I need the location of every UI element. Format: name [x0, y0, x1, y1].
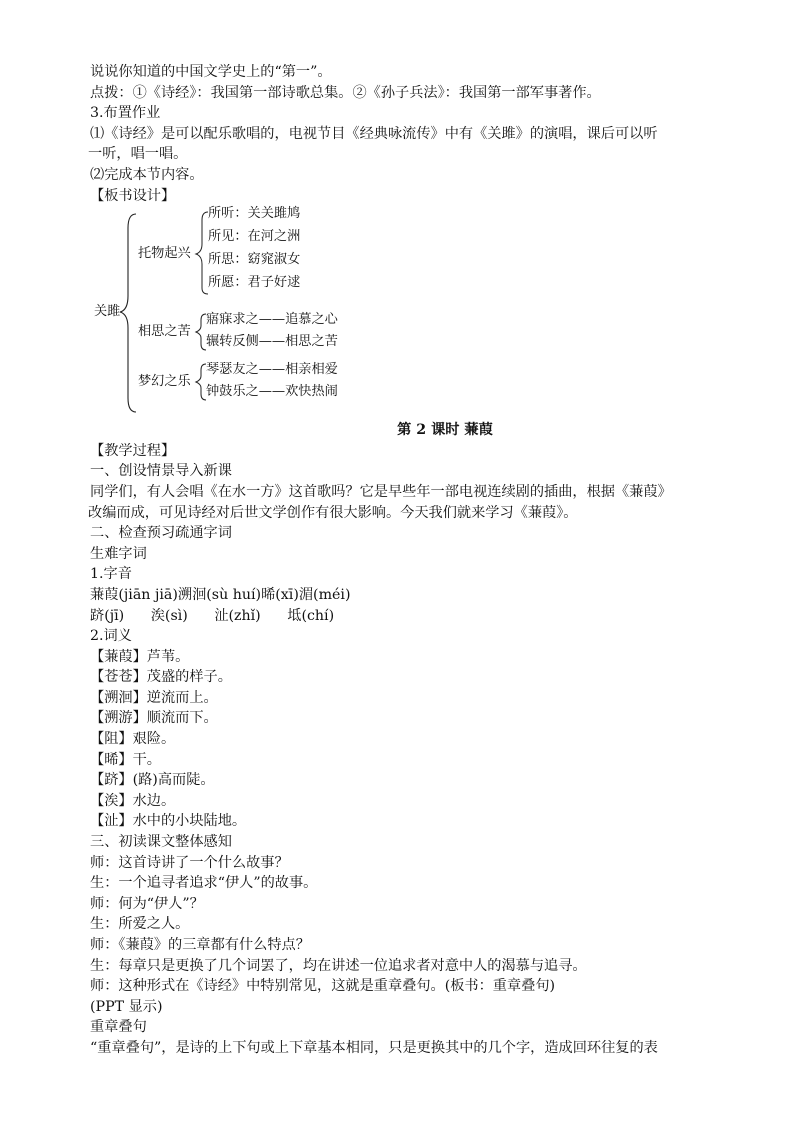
- text-line: (PPT 显示): [90, 998, 163, 1015]
- dialogue-line: 师：这种形式在《诗经》中特别常见，这就是重章叠句。(板书：重章叠句): [90, 978, 556, 995]
- dialogue-line: 生：一个追寻者追求“伊人”的故事。: [90, 875, 318, 892]
- text-line: 二、检查预习疏通字词: [90, 525, 232, 542]
- body-section-a: [90, 441, 740, 606]
- section-heading: 【教学过程】: [90, 442, 176, 459]
- dialogue-line: 师：这首诗讲了一个什么故事？: [90, 854, 289, 871]
- text-line: ⑵完成本节内容。: [90, 166, 204, 183]
- group1-item: 所愿：君子好逑: [208, 275, 301, 291]
- text-line: 一听，唱一唱。: [88, 146, 188, 163]
- dialogue-line: 师：《蒹葭》的三章都有什么特点？: [90, 937, 310, 953]
- pinyin-item: 坻(chí): [287, 607, 335, 624]
- vocab-item: 【溯洄】逆流而上。: [90, 689, 218, 706]
- dialogue-line: 生：所爱之人。: [90, 916, 190, 933]
- group1-label: 托物起兴: [138, 246, 191, 262]
- board-design-diagram: [90, 208, 740, 420]
- text-line: 3.布置作业: [90, 105, 161, 122]
- group2-item: 寤寐求之——追慕之心: [206, 312, 338, 328]
- group1-item: 所听：关关雎鸠: [208, 206, 301, 222]
- vocab-item: 【苍苍】茂盛的样子。: [90, 669, 232, 686]
- group1-item: 所思：窈窕淑女: [208, 252, 301, 268]
- board-root-label: 关雎: [94, 304, 121, 320]
- text-line: 改编而成，可见诗经对后世文学创作有很大影响。今天我们就来学习《蒹葭》。: [88, 504, 578, 521]
- vocab-item: 【晞】干。: [90, 751, 161, 768]
- text-line: 1.字音: [90, 566, 132, 583]
- group1-item: 所见：在河之洲: [208, 229, 301, 245]
- text-line: 点拨：①《诗经》：我国第一部诗歌总集。②《孙子兵法》：我国第一部军事著作。: [90, 84, 601, 101]
- pinyin-item: 沚(zhǐ): [214, 607, 261, 624]
- pinyin-item: 跻(jī): [90, 607, 125, 624]
- group3-brace: [196, 364, 206, 400]
- vocab-item: 【涘】水边。: [90, 792, 176, 809]
- vocab-item: 【跻】(路)高而陡。: [90, 772, 215, 789]
- text-line: ⑴《诗经》是可以配乐歌唱的，电视节目《经典咏流传》中有《关雎》的演唱，课后可以听: [90, 125, 658, 142]
- document-page: [90, 62, 740, 1059]
- group2-label: 相思之苦: [138, 324, 191, 340]
- group3-label: 梦幻之乐: [138, 374, 191, 390]
- vocab-item: 【溯游】顺流而下。: [90, 710, 218, 727]
- lesson-title: 第 2 课时 蒹葭: [397, 422, 493, 439]
- text-line: “重章叠句”，是诗的上下句或上下章基本相同，只是更换其中的几个字，造成回环往复的表: [90, 1039, 658, 1056]
- group2-item: 辗转反侧——相思之苦: [206, 334, 338, 350]
- pinyin-line: 蒹葭(jiān jiā)溯洄(sù huí)晞(xī)湄(méi): [90, 586, 351, 603]
- section-heading: 【板书设计】: [90, 187, 176, 204]
- root-brace: [120, 214, 136, 412]
- group3-item: 钟鼓乐之——欢快热闹: [206, 384, 338, 400]
- pinyin-item: 涘(sì): [150, 607, 188, 624]
- intro-section: [90, 62, 740, 206]
- pinyin-row: [90, 606, 740, 627]
- text-line: 同学们，有人会唱《在水一方》这首歌吗？它是早些年一部电视连续剧的插曲，根据《蒹葭》: [90, 483, 672, 500]
- vocab-item: 【沚】水中的小块陆地。: [90, 813, 247, 830]
- dialogue-line: 师：何为“伊人”？: [90, 895, 204, 912]
- text-line: 三、初读课文整体感知: [90, 834, 232, 851]
- text-line: 一、创设情景导入新课: [90, 463, 232, 480]
- vocab-item: 【阻】艰险。: [90, 731, 176, 748]
- group2-brace: [196, 314, 206, 350]
- dialogue-line: 生：每章只是更换了几个词罢了，均在讲述一位追求者对意中人的渴慕与追寻。: [90, 957, 587, 974]
- text-line: 2.词义: [90, 628, 132, 645]
- text-line: 说说你知道的中国文学史上的“第一”。: [90, 64, 332, 80]
- group3-item: 琴瑟友之——相亲相爱: [206, 362, 338, 378]
- vocab-item: 【蒹葭】芦苇。: [90, 648, 190, 665]
- group1-brace: [196, 212, 208, 294]
- body-section-b: [90, 626, 740, 1058]
- text-line: 重章叠句: [90, 1019, 147, 1036]
- text-line: 生难字词: [90, 545, 147, 562]
